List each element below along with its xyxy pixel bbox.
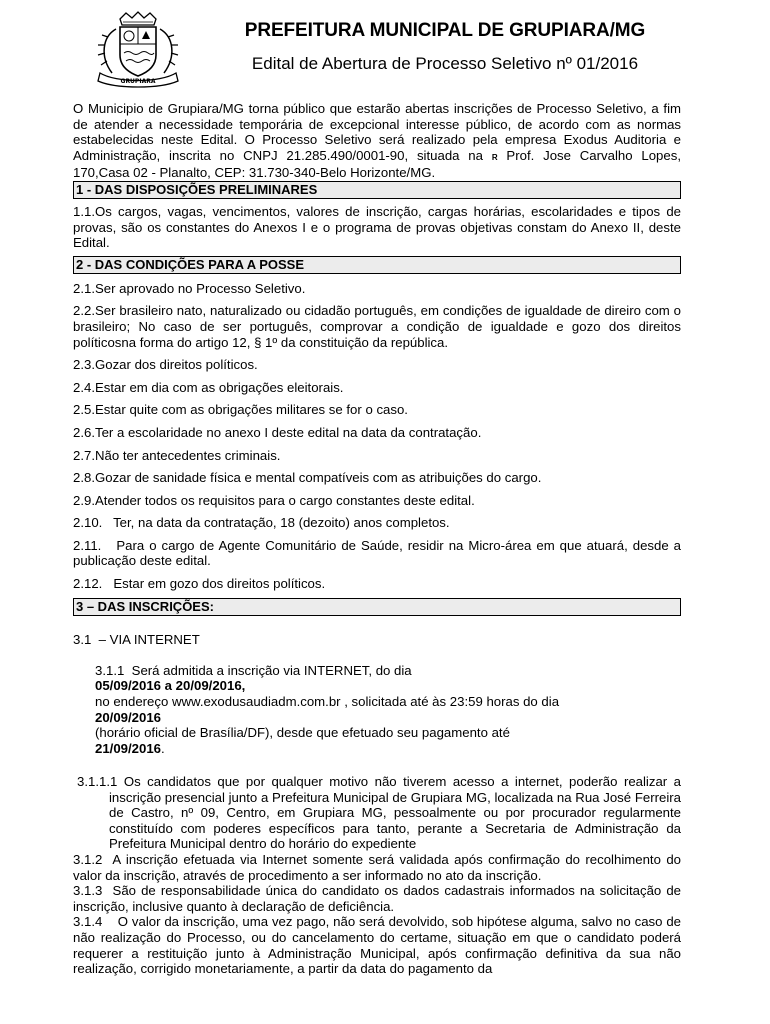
item-2-7: 2.7.Não ter antecedentes criminais.: [73, 447, 281, 463]
item-2-9: 2.9.Atender todos os requisitos para o cargo constantes deste edital.: [73, 492, 475, 508]
item-3-1-1-period: .: [161, 740, 165, 756]
item-3-1-1-text-c: (horário oficial de Brasília/DF), desde que efetuado seu pagamento até: [94, 725, 510, 741]
item-3-1-1-1: 3.1.1.1 Os candidatos que por qualquer motivo não tiverem acesso a internet, poderão realizar a inscrição presencial junto a Prefeitura Municipal de Grupiara MG, localizada na Rua José Ferreira de Castro, nº 09, Centro, em Grupiara MG, pessoalmente ou por procurador regularmente constituído com poderes específicos para tanto, perante a Secretaria de Administração da Prefeitura Municipal dentro do horário do expediente: [77, 774, 681, 852]
item-3-1-1-text-a: 3.1.1 Será admitida a inscrição via INTERNET, do dia: [94, 662, 412, 678]
inscription-deadline-date: 20/09/2016: [94, 709, 161, 725]
intro-small-r: R: [491, 152, 498, 162]
page-title: PREFEITURA MUNICIPAL DE GRUPIARA/MG: [244, 20, 646, 41]
intro-text: O Municipio de Grupiara/MG torna público que estarão abertas inscrições de Processo Seletivo, a fim de atender a necessidade temporária de excepcional interesse público, de acordo com as normas estabelecidas neste Edital. O Processo Seletivo será realizado pela empresa Exodus Auditoria e Administração, inscrita no CNPJ 21.285.490/0001-90, situada na: [73, 101, 681, 163]
item-3-1-1-text-b: no endereço www.exodusaudiadm.com.br , solicitada até às 23:59 horas do dia: [94, 694, 560, 710]
item-2-3: 2.3.Gozar dos direitos políticos.: [73, 357, 258, 373]
item-2-4: 2.4.Estar em dia com as obrigações eleitorais.: [73, 379, 344, 395]
item-2-10: 2.10. Ter, na data da contratação, 18 (dezoito) anos completos.: [73, 515, 450, 531]
section-2-heading: 2 - DAS CONDIÇÕES PARA A POSSE: [73, 256, 681, 274]
item-2-12: 2.12. Estar em gozo dos direitos políticos.: [73, 576, 326, 592]
page-subtitle: Edital de Abertura de Processo Seletivo nº 01/2016: [251, 54, 639, 73]
intro-paragraph: [73, 101, 681, 181]
item-3-1-4: 3.1.4 O valor da inscrição, uma vez pago, não será devolvido, sob hipótese alguma, salvo no caso de não realização do Processo, ou do cancelamento do certame, situação em que o candidato poderá requerer a restituição junto à Administração Municipal, após confirmação definitiva da sua não realização, corrigido monetariamente, a partir da data do pagamento da: [73, 914, 685, 977]
item-3-1: 3.1 – VIA INTERNET: [73, 631, 200, 647]
item-2-1: 2.1.Ser aprovado no Processo Seletivo.: [73, 280, 306, 296]
document-header: [0, 0, 770, 95]
section-1-heading: 1 - DAS DISPOSIÇÕES PRELIMINARES: [73, 181, 681, 199]
intro-address: Prof. Jose Carvalho Lopes, 170,Casa 02 - Planalto, CEP: 31.730-340-Belo Horizonte/MG.: [73, 147, 681, 181]
item-3-1-3: 3.1.3 São de responsabilidade única do candidato os dados cadastrais informados na solicitação de inscrição, inclusive quanto à declaração de deficiência.: [73, 883, 685, 914]
payment-deadline-date: 21/09/2016: [94, 740, 161, 756]
item-2-5: 2.5.Estar quite com as obrigações militares se for o caso.: [73, 402, 408, 418]
item-2-2: 2.2.Ser brasileiro nato, naturalizado ou cidadão português, em condições de igualdade de direiro com o brasileiro; No caso de ser português, comprovar a condição de igualdade e gozo dos direitos políticosna forma do artigo 12, § 1º da constituição da república.: [73, 303, 681, 350]
item-1-1: 1.1.Os cargos, vagas, vencimentos, valores de inscrição, cargas horárias, escolaridades e tipos de provas, são os constantes do Anexos I e o programa de provas objetivas constam do Anexo II, deste Edital.: [73, 203, 681, 251]
municipal-crest-logo: [92, 11, 184, 89]
inscription-start-end-dates: 05/09/2016 a 20/09/2016,: [94, 678, 246, 694]
item-3-1-1: [73, 647, 681, 772]
item-2-11: 2.11. Para o cargo de Agente Comunitário de Saúde, residir na Micro-área em que atuará, desde a publicação deste edital.: [73, 537, 685, 569]
crest-ribbon-text: GRUPIARA: [120, 78, 156, 85]
section-3-heading: 3 – DAS INSCRIÇÕES:: [73, 598, 681, 616]
document-body: [73, 98, 685, 977]
item-2-6: 2.6.Ter a escolaridade no anexo I deste edital na data da contratação.: [73, 424, 482, 440]
item-3-1-2: 3.1.2 A inscrição efetuada via Internet somente será validada após confirmação do recolhimento do valor da inscrição, através de procedimento a ser informado no ato da inscrição.: [73, 851, 685, 883]
item-2-8: 2.8.Gozar de sanidade física e mental compatíveis com as atribuições do cargo.: [73, 470, 542, 486]
